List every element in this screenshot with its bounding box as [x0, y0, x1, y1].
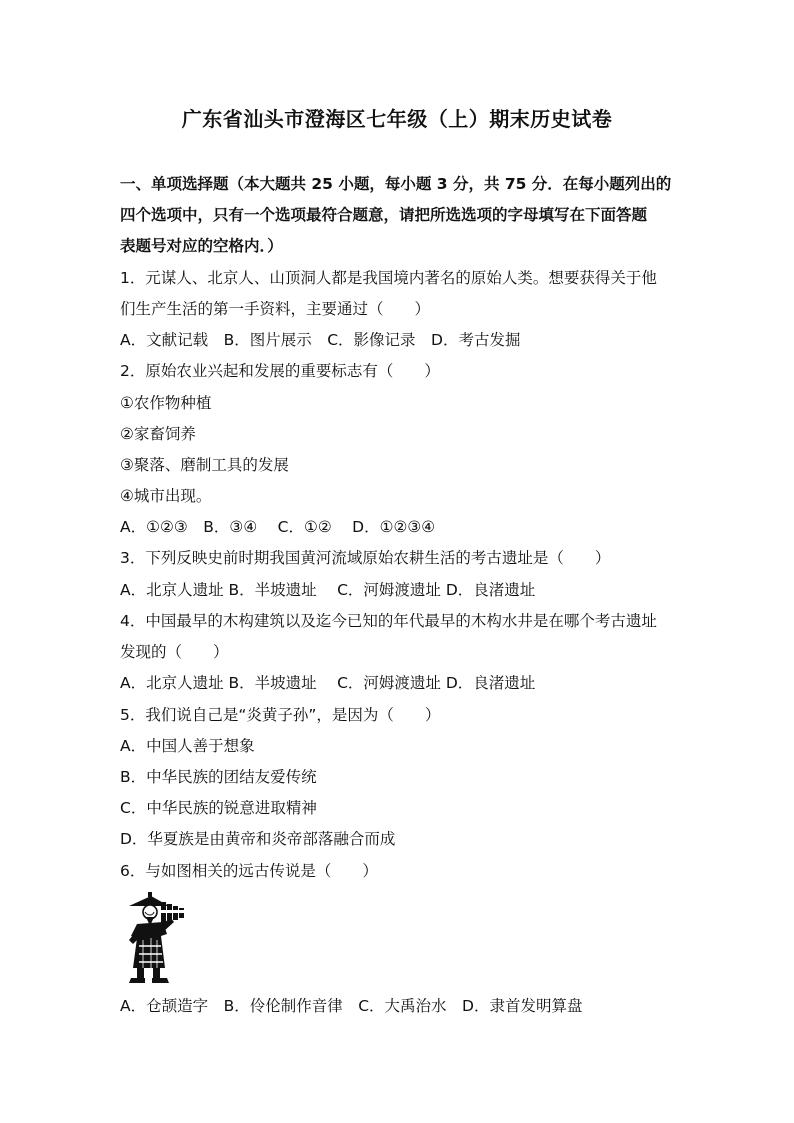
q5-stem: 5．我们说自己是“炎黄子孙”，是因为（ ）	[120, 706, 441, 724]
q5-option-a: A．中国人善于想象	[120, 737, 255, 755]
q3-options: A．北京人遗址 B．半坡遗址 C．河姆渡遗址 D．良渚遗址	[120, 581, 536, 599]
q4-options: A．北京人遗址 B．半坡遗址 C．河姆渡遗址 D．良渚遗址	[120, 674, 536, 692]
q2-item-4: ④城市出现。	[120, 487, 212, 505]
q5-option-d: D．华夏族是由黄帝和炎帝部落融合而成	[120, 830, 396, 848]
q2-stem: 2．原始农业兴起和发展的重要标志有（ ）	[120, 362, 440, 380]
section-heading-line-2: 四个选项中，只有一个选项最符合题意，请把所选选项的字母填写在下面答题	[120, 206, 648, 224]
q6-options: A．仓颉造字 B．伶伦制作音律 C．大禹治水 D．隶首发明算盘	[120, 997, 583, 1015]
q2-item-2: ②家畜饲养	[120, 425, 196, 443]
q4-stem-line-2: 发现的（ ）	[120, 643, 229, 661]
section-heading-line-3: 表题号对应的空格内．）	[120, 237, 283, 255]
q2-options: A．①②③ B．③④ C．①② D．①②③④	[120, 518, 436, 536]
q2-item-3: ③聚落、磨制工具的发展	[120, 456, 289, 474]
q3-stem: 3．下列反映史前时期我国黄河流域原始农耕生活的考古遗址是（ ）	[120, 549, 611, 567]
q1-stem-line-2: 们生产生活的第一手资料，主要通过（ ）	[120, 300, 431, 318]
q4-stem-line-1: 4．中国最早的木构建筑以及迄今已知的年代最早的木构水井是在哪个考古遗址	[120, 612, 657, 630]
ancient-musician-illustration	[121, 890, 199, 986]
section-heading-line-1: 一、单项选择题（本大题共 25 小题，每小题 3 分，共 75 分．在每小题列出的	[120, 175, 672, 193]
q5-option-b: B．中华民族的团结友爱传统	[120, 768, 317, 786]
page-title: 广东省汕头市澄海区七年级（上）期末历史试卷	[181, 107, 613, 131]
q2-item-1: ①农作物种植	[120, 394, 212, 412]
q5-option-c: C．中华民族的锐意进取精神	[120, 799, 317, 817]
q1-stem-line-1: 1．元谋人、北京人、山顶洞人都是我国境内著名的原始人类。想要获得关于他	[120, 269, 657, 287]
q6-stem: 6．与如图相关的远古传说是（ ）	[120, 862, 378, 880]
q1-options: A．文献记载 B．图片展示 C．影像记录 D．考古发掘	[120, 331, 521, 349]
